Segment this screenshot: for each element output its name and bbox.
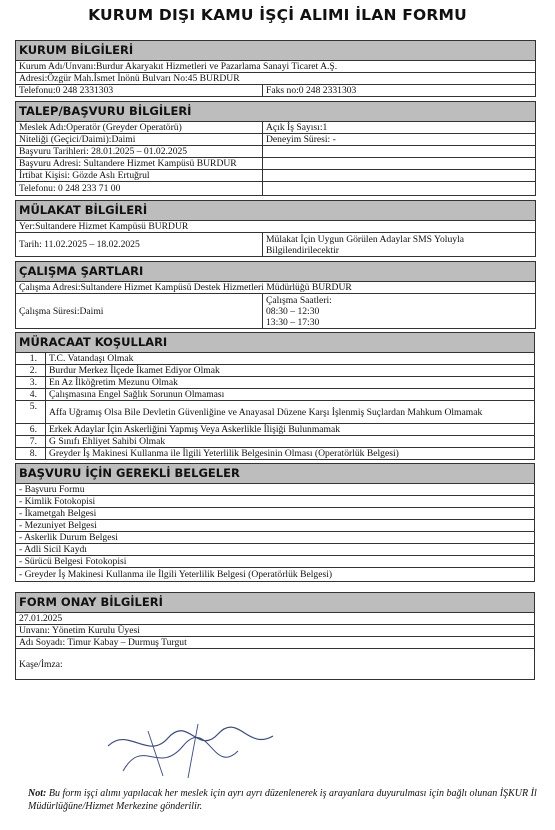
- section-mulakat-heading: MÜLAKAT BİLGİLERİ: [16, 201, 536, 221]
- muracaat-item: Burdur Merkez İlçede İkamet Ediyor Olmak: [46, 365, 535, 377]
- note-label: Not:: [28, 788, 47, 799]
- section-calisma-heading: ÇALIŞMA ŞARTLARI: [16, 262, 536, 282]
- muracaat-item: Greyder İş Makinesi Kullanma ile İlgili Yeterlilik Belgesinin Olması (Operatörlük Belgesi): [46, 448, 535, 460]
- belge-item: - Adli Sicil Kaydı: [16, 544, 535, 556]
- muracaat-num: 1.: [16, 353, 46, 365]
- kurum-telefon: Telefonu:0 248 2331303: [16, 85, 263, 97]
- belge-item: - İkametgah Belgesi: [16, 508, 535, 520]
- section-muracaat-heading: MÜRACAAT KOŞULLARI: [16, 333, 535, 353]
- muracaat-num: 5.: [16, 401, 46, 424]
- belge-item: - Kimlik Fotokopisi: [16, 496, 535, 508]
- form-body: [15, 40, 535, 680]
- signature-image: [88, 716, 288, 786]
- muracaat-num: 7.: [16, 436, 46, 448]
- calisma-adres: Çalışma Adresi:Sultandere Hizmet Kampüsü Destek Hizmetleri Müdürlüğü BURDUR: [16, 282, 536, 294]
- talep-meslek: Meslek Adı:Operatör (Greyder Operatörü): [16, 122, 263, 134]
- talep-deneyim: Deneyim Süresi: -: [263, 134, 536, 146]
- kurum-faks: Faks no:0 248 2331303: [263, 85, 536, 97]
- muracaat-num: 2.: [16, 365, 46, 377]
- muracaat-num: 4.: [16, 389, 46, 401]
- talep-telefon: Telefonu: 0 248 233 71 00: [16, 182, 263, 196]
- onay-adsoyad: Adı Soyadı: Timur Kabay – Durmuş Turgut: [16, 637, 535, 649]
- onay-kase: Kaşe/İmza:: [16, 649, 535, 680]
- muracaat-num: 6.: [16, 424, 46, 436]
- form-table: [15, 40, 536, 332]
- note-text: Bu form işçi alımı yapılacak her meslek için ayrı ayrı düzenlenerek iş arayanlara duyurulması için bağlı olunan İŞKUR İl Müdürlüğüne/Hizmet Merkezine gönderilir.: [28, 788, 537, 812]
- muracaat-num: 8.: [16, 448, 46, 460]
- talep-adres: Başvuru Adresi: Sultandere Hizmet Kampüsü BURDUR: [16, 158, 263, 170]
- section-talep-heading: TALEP/BAŞVURU BİLGİLERİ: [16, 102, 536, 122]
- talep-irtibat: İrtibat Kişisi: Gözde Aslı Ertuğrul: [16, 170, 263, 182]
- belge-item: - Askerlik Durum Belgesi: [16, 532, 535, 544]
- talep-niteligi: Niteliği (Geçici/Daimi):Daimi: [16, 134, 263, 146]
- talep-tarih: Başvuru Tarihleri: 28.01.2025 – 01.02.2025: [16, 146, 263, 158]
- onay-tarih: 27.01.2025: [16, 613, 535, 625]
- section-belgeler-heading: BAŞVURU İÇİN GEREKLİ BELGELER: [16, 464, 535, 484]
- belgeler-table: [15, 463, 535, 592]
- kurum-adres: Adresi:Özgür Mah.İsmet İnönü Bulvarı No:45 BURDUR: [16, 73, 536, 85]
- muracaat-item: Affa Uğramış Olsa Bile Devletin Güvenliğine ve Anayasal Düzene Karşı İşlenmiş Suçlardan Mahkum Olmamak: [46, 401, 535, 424]
- mulakat-tarih: Tarih: 11.02.2025 – 18.02.2025: [16, 233, 263, 257]
- section-kurum-heading: KURUM BİLGİLERİ: [16, 41, 536, 61]
- calisma-saat-1: 08:30 – 12:30: [266, 305, 320, 317]
- calisma-saat-label: Çalışma Saatleri:: [266, 294, 332, 306]
- section-onay-heading: FORM ONAY BİLGİLERİ: [16, 593, 535, 613]
- footer-note: [28, 787, 538, 813]
- belge-item: - Sürücü Belgesi Fotokopisi: [16, 556, 535, 568]
- muracaat-num: 3.: [16, 377, 46, 389]
- muracaat-item: G Sınıfı Ehliyet Sahibi Olmak: [46, 436, 535, 448]
- muracaat-item: Erkek Adaylar İçin Askerliğini Yapmış Veya Askerlikle İlişiği Bulunmamak: [46, 424, 535, 436]
- muracaat-item: T.C. Vatandaşı Olmak: [46, 353, 535, 365]
- belge-item: - Greyder İş Makinesi Kullanma ile İlgili Yeterlilik Belgesi (Operatörlük Belgesi): [16, 568, 535, 582]
- muracaat-item: Çalışmasına Engel Sağlık Sorunun Olmaması: [46, 389, 535, 401]
- kurum-adi: Kurum Adı/Unvanı:Burdur Akaryakıt Hizmetleri ve Pazarlama Sanayi Ticaret A.Ş.: [16, 61, 536, 73]
- calisma-sure: Çalışma Süresi:Daimi: [16, 294, 263, 329]
- talep-acik-is: Açık İş Sayısı:1: [263, 122, 536, 134]
- onay-table: [15, 592, 535, 680]
- belge-item: - Başvuru Formu: [16, 484, 535, 496]
- belge-item: - Mezuniyet Belgesi: [16, 520, 535, 532]
- muracaat-table: [15, 332, 535, 463]
- calisma-saat-2: 13:30 – 17:30: [266, 316, 320, 328]
- mulakat-bildirim: Mülakat İçin Uygun Görülen Adaylar SMS Yoluyla Bilgilendirilecektir: [263, 233, 536, 257]
- onay-unvan: Unvanı: Yönetim Kurulu Üyesi: [16, 625, 535, 637]
- mulakat-yer: Yer:Sultandere Hizmet Kampüsü BURDUR: [16, 221, 536, 233]
- form-title: KURUM DIŞI KAMU İŞÇİ ALIMI İLAN FORMU: [88, 6, 467, 24]
- muracaat-item: En Az İlköğretim Mezunu Olmak: [46, 377, 535, 389]
- calisma-saatleri: [263, 294, 536, 329]
